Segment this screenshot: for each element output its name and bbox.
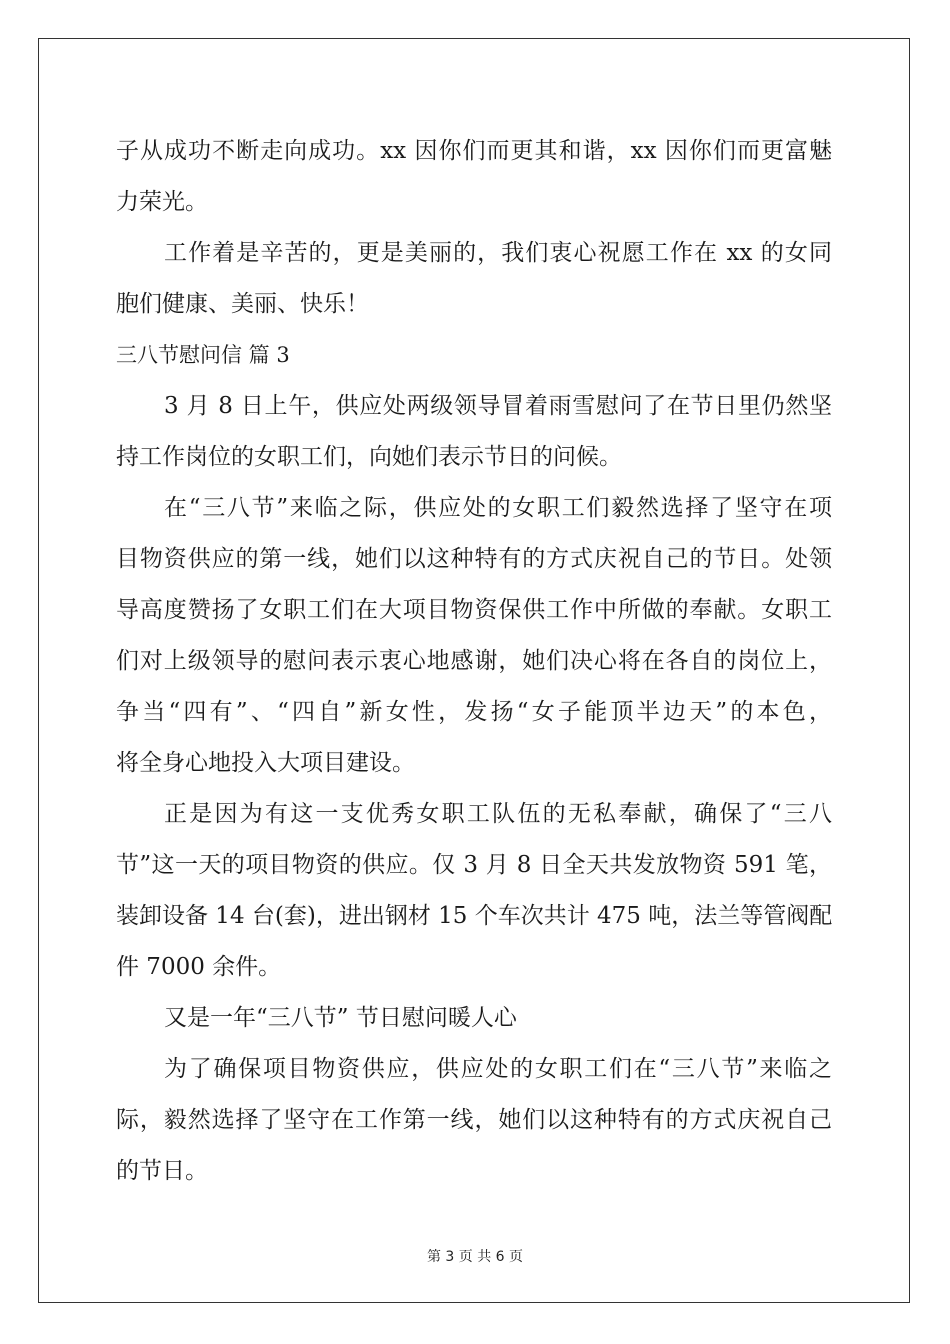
section-heading: 三八节慰问信 篇 3 (116, 343, 290, 367)
paragraph-start: 工作着是辛苦的，更是美丽的，我们衷心祝愿工作在 xx 的女同 (164, 240, 832, 266)
text-line: 的节日。 (116, 1158, 208, 1184)
paragraph-start: 在“三八节”来临之际，供应处的女职工们毅然选择了坚守在项 (164, 495, 832, 521)
text-line: 导高度赞扬了女职工们在大项目物资保供工作中所做的奉献。女职工 (116, 597, 832, 623)
subheading-line: 又是一年“三八节” 节日慰问暖人心 (164, 1005, 517, 1031)
text-line: 件 7000 余件。 (116, 954, 282, 980)
paragraph-start: 正是因为有这一支优秀女职工队伍的无私奉献，确保了“三八 (164, 801, 832, 827)
text-line: 争当“四有”、“四自”新女性，发扬“女子能顶半边天”的本色， (116, 699, 832, 725)
text-line: 们对上级领导的慰问表示衷心地感谢，她们决心将在各自的岗位上， (116, 648, 832, 674)
text-line: 目物资供应的第一线，她们以这种特有的方式庆祝自己的节日。处领 (116, 546, 832, 572)
text-line: 将全身心地投入大项目建设。 (116, 750, 415, 776)
document-body (116, 126, 832, 1197)
paragraph-start: 为了确保项目物资供应，供应处的女职工们在“三八节”来临之 (164, 1056, 832, 1082)
text-line: 持工作岗位的女职工们，向她们表示节日的问候。 (116, 444, 622, 470)
text-line: 际，毅然选择了坚守在工作第一线，她们以这种特有的方式庆祝自己 (116, 1107, 832, 1133)
page-number-footer: 第 3 页 共 6 页 (426, 1249, 524, 1265)
text-line: 力荣光。 (116, 189, 208, 215)
text-line: 装卸设备 14 台(套)，进出钢材 15 个车次共计 475 吨，法兰等管阀配 (116, 903, 832, 929)
text-line: 节”这一天的项目物资的供应。仅 3 月 8 日全天共发放物资 591 笔， (116, 852, 832, 878)
text-line: 胞们健康、美丽、快乐！ (116, 291, 369, 317)
text-line: 子从成功不断走向成功。xx 因你们而更其和谐，xx 因你们而更富魅 (116, 138, 832, 164)
paragraph-start: 3 月 8 日上午，供应处两级领导冒着雨雪慰问了在节日里仍然坚 (164, 393, 832, 419)
